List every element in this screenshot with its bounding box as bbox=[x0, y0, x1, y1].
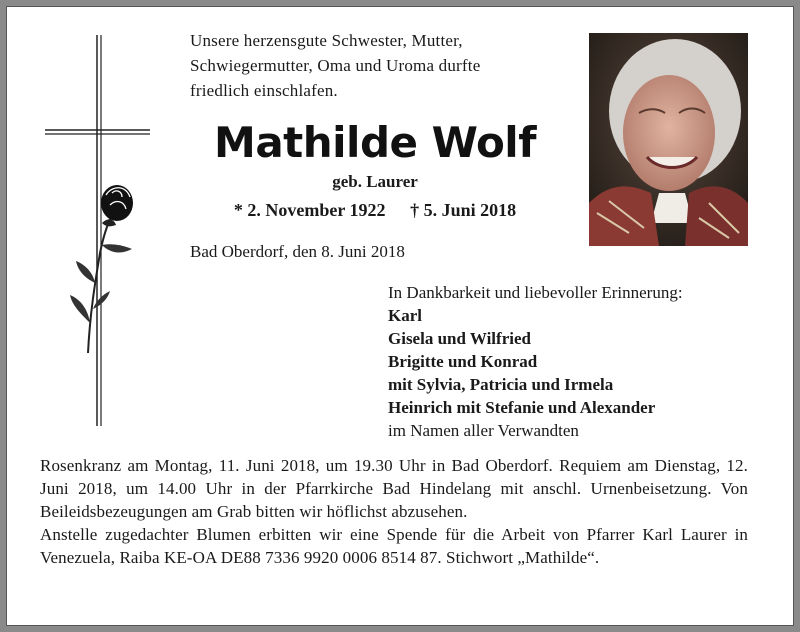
intro-line: friedlich einschlafen. bbox=[190, 81, 338, 100]
mourner-name: Gisela und Wilfried bbox=[388, 329, 531, 348]
mourner-name: Brigitte und Konrad bbox=[388, 352, 538, 371]
portrait-photo bbox=[589, 33, 748, 246]
intro-text bbox=[190, 28, 550, 103]
intro-line: Schwiegermutter, Oma und Uroma durfte bbox=[190, 56, 481, 75]
cross-with-rose-icon bbox=[40, 33, 160, 433]
mourner-name: Heinrich mit Stefanie und Alexander bbox=[388, 398, 656, 417]
mourners-closing: im Namen aller Verwandten bbox=[388, 421, 579, 440]
deceased-name: Mathilde Wolf bbox=[214, 118, 536, 167]
service-info: Rosenkranz am Montag, 11. Juni 2018, um 19.30 Uhr in Bad Oberdorf. Requiem am Dienstag, 12. Juni 2018, um 14.00 Uhr in der Pfarrkirche Bad Hindelang mit anschl. Urnenbeisetzung. Von Beileidsbezeugungen am Grab bitten wir höflichst abzusehen. bbox=[40, 456, 748, 521]
death-date: † 5. Juni 2018 bbox=[410, 200, 517, 220]
donation-info: Anstelle zugedachter Blumen erbitten wir eine Spende für die Arbeit von Pfarrer Karl Laurer in Venezuela, Raiba KE-OA DE88 7336 9920 0006 8514 87. Stichwort „Mathilde“. bbox=[40, 525, 748, 567]
life-dates bbox=[190, 200, 560, 221]
intro-line: Unsere herzensgute Schwester, Mutter, bbox=[190, 31, 463, 50]
maiden-name: geb. Laurer bbox=[332, 172, 418, 191]
birth-date: * 2. November 1922 bbox=[233, 200, 386, 220]
mourners-intro: In Dankbarkeit und liebevoller Erinnerung: bbox=[388, 283, 683, 302]
place-date: Bad Oberdorf, den 8. Juni 2018 bbox=[190, 242, 405, 261]
funeral-notice bbox=[40, 454, 748, 569]
mourner-name: Karl bbox=[388, 306, 422, 325]
mourners-block bbox=[388, 281, 683, 442]
mourner-name: mit Sylvia, Patricia und Irmela bbox=[388, 375, 614, 394]
